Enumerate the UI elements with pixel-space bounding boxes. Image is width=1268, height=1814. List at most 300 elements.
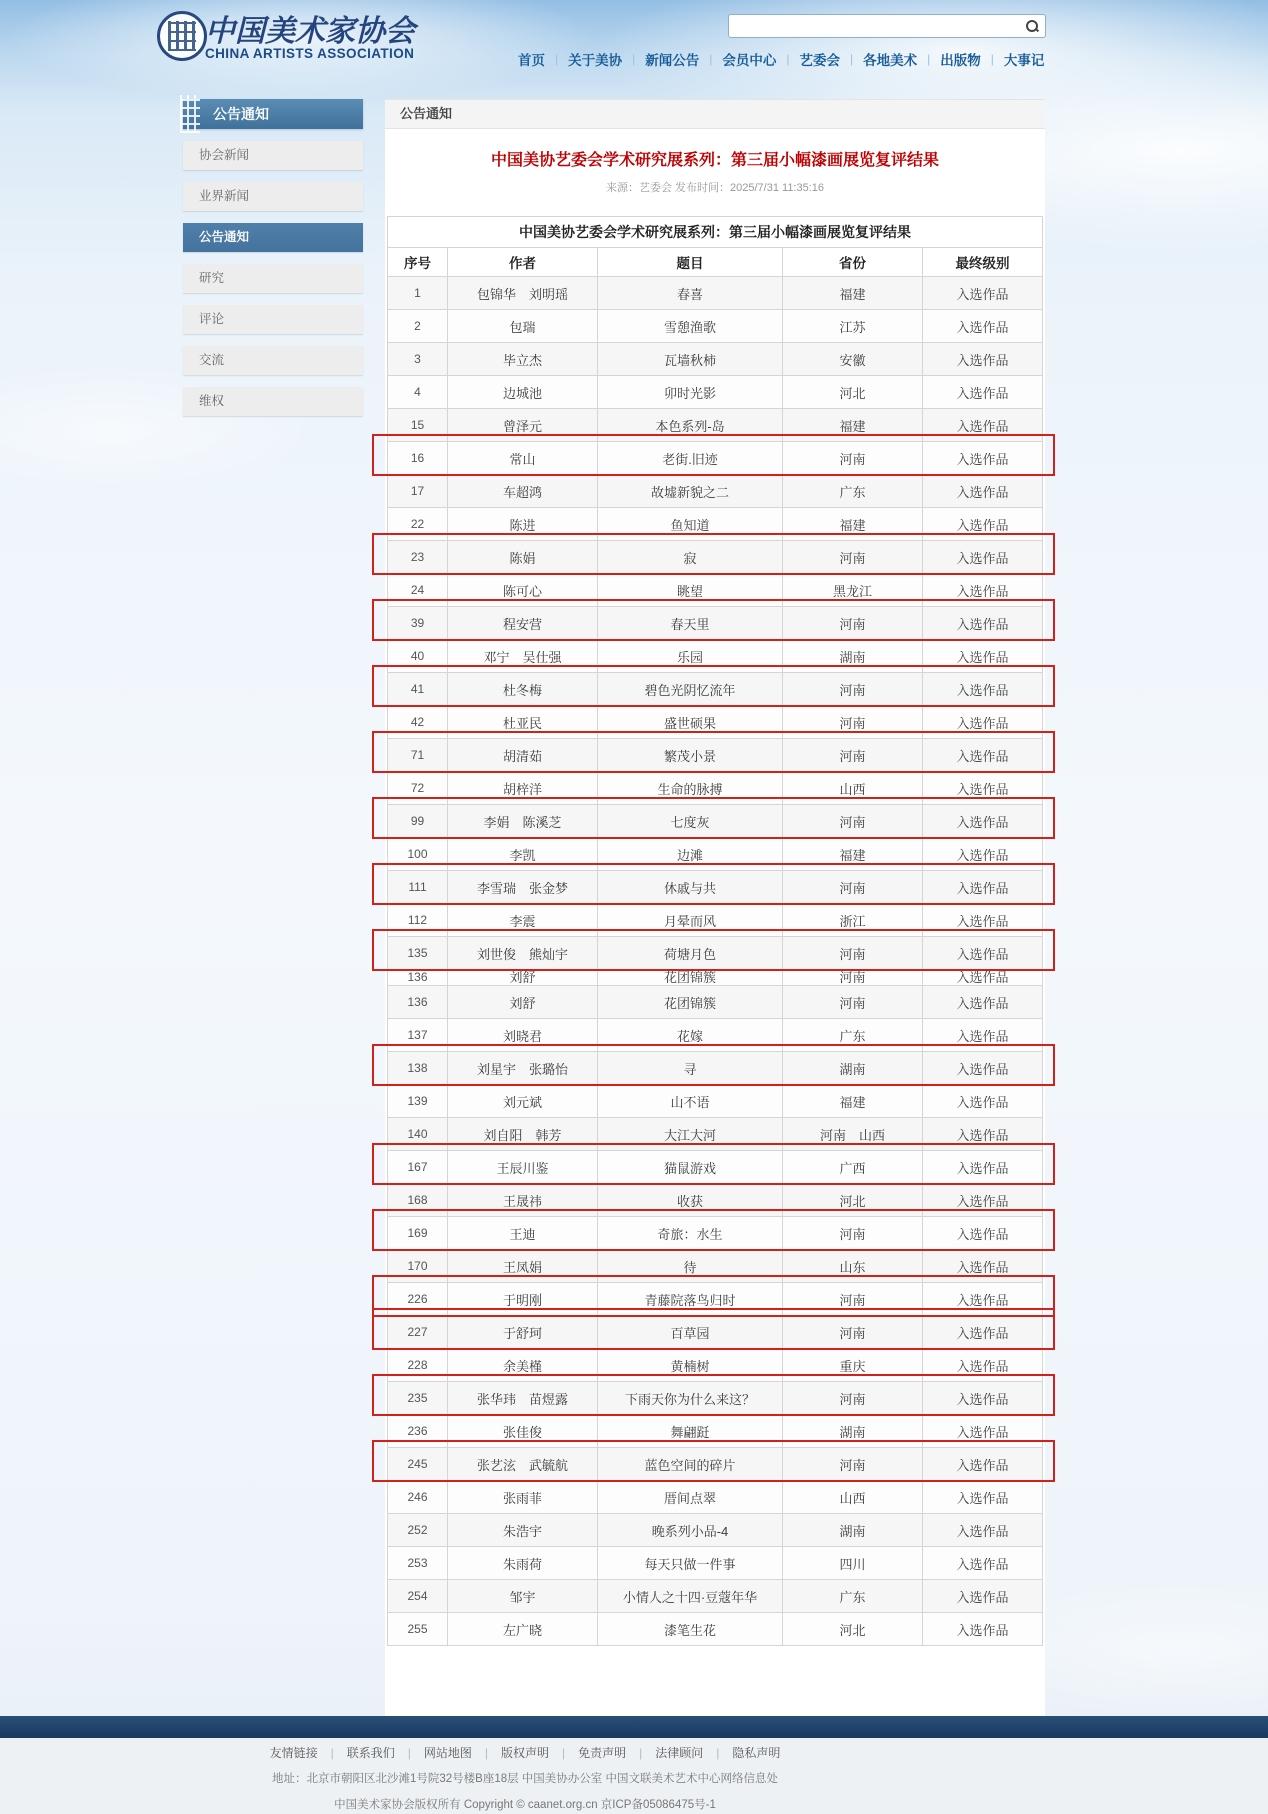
cell-province: 湖南 [783, 640, 923, 673]
cell-title: 收获 [598, 1184, 783, 1217]
sidebar-title: 公告通知 [213, 106, 269, 122]
table-title-row [388, 217, 1043, 248]
sidebar-item-1[interactable]: 业界新闻 [183, 182, 363, 211]
cell-title: 边滩 [598, 838, 783, 871]
table-row [388, 1217, 1043, 1250]
cell-province: 山西 [783, 1481, 923, 1514]
table-row [388, 1052, 1043, 1085]
cell-level: 入选作品 [923, 310, 1043, 343]
cell-num: 42 [388, 706, 448, 739]
cell-num: 40 [388, 640, 448, 673]
cell-author: 朱浩宇 [448, 1514, 598, 1547]
table-row [388, 1085, 1043, 1118]
cell-author: 胡梓洋 [448, 772, 598, 805]
nav-item-2[interactable]: 新闻公告 [645, 53, 700, 68]
table-row [388, 1151, 1043, 1184]
column-header: 作者 [448, 248, 598, 277]
footer-separator: | [484, 1746, 488, 1760]
results-table [387, 216, 1043, 1646]
cell-province: 广东 [783, 1580, 923, 1613]
search-input[interactable] [733, 15, 1017, 37]
cell-province: 福建 [783, 277, 923, 310]
cell-author: 陈娟 [448, 541, 598, 574]
cell-level: 入选作品 [923, 1283, 1043, 1316]
footer-link-6[interactable]: 隐私声明 [732, 1746, 781, 1760]
cell-num: 24 [388, 574, 448, 607]
footer-link-5[interactable]: 法律顾问 [655, 1746, 704, 1760]
table-row [388, 1514, 1043, 1547]
cell-author: 刘自阳 韩芳 [448, 1118, 598, 1151]
cell-author: 边城池 [448, 376, 598, 409]
footer-separator: | [330, 1746, 334, 1760]
cell-province: 河南 [783, 1448, 923, 1481]
cell-author: 朱雨荷 [448, 1547, 598, 1580]
cell-province: 浙江 [783, 904, 923, 937]
footer-separator: | [562, 1746, 566, 1760]
cell-title: 漆笔生花 [598, 1613, 783, 1646]
cell-title: 花团锦簇 [598, 970, 783, 986]
cell-province: 广东 [783, 475, 923, 508]
cell-province: 河南 [783, 1382, 923, 1415]
cell-author: 陈进 [448, 508, 598, 541]
cell-level: 入选作品 [923, 937, 1043, 970]
table-row [388, 772, 1043, 805]
cell-author: 于舒珂 [448, 1316, 598, 1349]
cell-title: 碧色光阴忆流年 [598, 673, 783, 706]
cell-author: 李凯 [448, 838, 598, 871]
cell-num: 252 [388, 1514, 448, 1547]
cell-author: 刘舒 [448, 970, 598, 986]
cell-level: 入选作品 [923, 1613, 1043, 1646]
cell-province: 河南 [783, 739, 923, 772]
cell-level: 入选作品 [923, 805, 1043, 838]
cell-level: 入选作品 [923, 1250, 1043, 1283]
cell-level: 入选作品 [923, 838, 1043, 871]
cell-title: 百草园 [598, 1316, 783, 1349]
cell-province: 山东 [783, 1250, 923, 1283]
cell-title: 花嫁 [598, 1019, 783, 1052]
cell-level: 入选作品 [923, 1580, 1043, 1613]
cell-title: 荷塘月色 [598, 937, 783, 970]
sidebar-item-0[interactable]: 协会新闻 [183, 141, 363, 170]
cell-title: 蓝色空间的碎片 [598, 1448, 783, 1481]
cell-province: 河南 [783, 1217, 923, 1250]
cell-title: 晚系列小品-4 [598, 1514, 783, 1547]
cell-title: 春天里 [598, 607, 783, 640]
cell-title: 七度灰 [598, 805, 783, 838]
sidebar-item-4[interactable]: 评论 [183, 305, 363, 334]
cell-title: 休戚与共 [598, 871, 783, 904]
cell-num: 246 [388, 1481, 448, 1514]
cell-level: 入选作品 [923, 277, 1043, 310]
table-row [388, 970, 1043, 986]
nav-separator: | [632, 52, 636, 66]
nav-item-5[interactable]: 各地美术 [863, 53, 918, 68]
cell-title: 鱼知道 [598, 508, 783, 541]
cell-province: 河南 [783, 706, 923, 739]
cell-province: 福建 [783, 409, 923, 442]
cell-num: 15 [388, 409, 448, 442]
table-row [388, 640, 1043, 673]
cell-author: 胡清茹 [448, 739, 598, 772]
footer-link-0[interactable]: 友情链接 [269, 1746, 318, 1760]
cell-author: 王迪 [448, 1217, 598, 1250]
cell-num: 168 [388, 1184, 448, 1217]
cell-author: 李娟 陈溪芝 [448, 805, 598, 838]
table-row [388, 706, 1043, 739]
table-row [388, 1250, 1043, 1283]
nav-item-1[interactable]: 关于美协 [568, 53, 623, 68]
search-icon[interactable] [1025, 19, 1039, 33]
column-header: 省份 [783, 248, 923, 277]
sidebar-item-2[interactable]: 公告通知 [183, 223, 363, 252]
cell-level: 入选作品 [923, 475, 1043, 508]
footer-address: 地址：北京市朝阳区北沙滩1号院32号楼B座18层 中国美协办公室 中国文联美术艺术中心网络信息处 [271, 1773, 779, 1785]
table-row [388, 673, 1043, 706]
cell-province: 广西 [783, 1151, 923, 1184]
cell-level: 入选作品 [923, 1184, 1043, 1217]
cell-title: 猫鼠游戏 [598, 1151, 783, 1184]
cell-province: 河南 [783, 986, 923, 1019]
nav-separator: | [990, 52, 994, 66]
cell-province: 河南 [783, 1316, 923, 1349]
cell-author: 包瑞 [448, 310, 598, 343]
logo-chinese-title: 中国美术家协会 [205, 14, 415, 49]
table-row [388, 508, 1043, 541]
cell-author: 毕立杰 [448, 343, 598, 376]
cell-province: 河南 [783, 937, 923, 970]
cell-num: 99 [388, 805, 448, 838]
cell-title: 厝间点翠 [598, 1481, 783, 1514]
cell-author: 刘元斌 [448, 1085, 598, 1118]
cell-author: 邹宇 [448, 1580, 598, 1613]
cell-author: 程安营 [448, 607, 598, 640]
cell-title: 寻 [598, 1052, 783, 1085]
cell-num: 140 [388, 1118, 448, 1151]
cell-author: 王辰川鉴 [448, 1151, 598, 1184]
top-banner [0, 0, 1268, 78]
cell-level: 入选作品 [923, 1514, 1043, 1547]
cell-num: 169 [388, 1217, 448, 1250]
nav-item-4[interactable]: 艺委会 [799, 53, 840, 68]
cell-province: 福建 [783, 508, 923, 541]
cell-title: 小情人之十四·豆蔻年华 [598, 1580, 783, 1613]
cell-level: 入选作品 [923, 871, 1043, 904]
table-row [388, 1184, 1043, 1217]
cell-num: 228 [388, 1349, 448, 1382]
cell-num: 112 [388, 904, 448, 937]
cell-num: 139 [388, 1085, 448, 1118]
cell-author: 于明刚 [448, 1283, 598, 1316]
cell-author: 邓宁 吴仕强 [448, 640, 598, 673]
cell-province: 河南 [783, 607, 923, 640]
table-row [388, 1481, 1043, 1514]
cell-author: 车超鸿 [448, 475, 598, 508]
table-title: 中国美协艺委会学术研究展系列：第三届小幅漆画展览复评结果 [388, 217, 1043, 248]
column-header: 序号 [388, 248, 448, 277]
cell-num: 136 [388, 986, 448, 1019]
cell-province: 黑龙江 [783, 574, 923, 607]
nav-separator: | [850, 52, 854, 66]
cell-title: 生命的脉搏 [598, 772, 783, 805]
main-panel [385, 99, 1045, 1716]
nav-separator: | [709, 52, 713, 66]
nav-separator: | [786, 52, 790, 66]
table-row [388, 805, 1043, 838]
cell-title: 每天只做一件事 [598, 1547, 783, 1580]
cell-author: 李震 [448, 904, 598, 937]
cell-province: 河北 [783, 376, 923, 409]
cell-num: 41 [388, 673, 448, 706]
cell-num: 255 [388, 1613, 448, 1646]
table-row [388, 1316, 1043, 1349]
sidebar-item-6[interactable]: 维权 [183, 387, 363, 416]
cell-title: 盛世硕果 [598, 706, 783, 739]
table-row [388, 607, 1043, 640]
cell-title: 故墟新貌之二 [598, 475, 783, 508]
cell-level: 入选作品 [923, 574, 1043, 607]
cell-title: 春喜 [598, 277, 783, 310]
cell-author: 张艺泫 武毓航 [448, 1448, 598, 1481]
footer-link-3[interactable]: 版权声明 [500, 1746, 549, 1760]
article-source-line: 来源：艺委会 发布时间：2025/7/31 11:35:16 [605, 182, 825, 194]
cell-num: 72 [388, 772, 448, 805]
footer-link-1[interactable]: 联系我们 [346, 1746, 395, 1760]
table-row [388, 1118, 1043, 1151]
cell-num: 16 [388, 442, 448, 475]
footer [0, 1738, 1268, 1814]
sidebar-item-3[interactable]: 研究 [183, 264, 363, 293]
cell-province: 广东 [783, 1019, 923, 1052]
cell-title: 奇旅：水生 [598, 1217, 783, 1250]
cell-title: 待 [598, 1250, 783, 1283]
cell-level: 入选作品 [923, 1448, 1043, 1481]
cell-author: 张雨菲 [448, 1481, 598, 1514]
cell-num: 138 [388, 1052, 448, 1085]
table-row [388, 1415, 1043, 1448]
cell-level: 入选作品 [923, 772, 1043, 805]
cell-title: 老街.旧迹 [598, 442, 783, 475]
cell-author: 曾泽元 [448, 409, 598, 442]
cell-title: 繁茂小景 [598, 739, 783, 772]
cell-level: 入选作品 [923, 970, 1043, 986]
cell-level: 入选作品 [923, 1151, 1043, 1184]
table-row [388, 475, 1043, 508]
table-row [388, 376, 1043, 409]
cell-author: 王凤娟 [448, 1250, 598, 1283]
cell-num: 23 [388, 541, 448, 574]
cell-level: 入选作品 [923, 706, 1043, 739]
cell-title: 乐园 [598, 640, 783, 673]
cell-title: 青藤院落鸟归时 [598, 1283, 783, 1316]
lattice-ornament-icon [180, 95, 200, 133]
breadcrumb-bar [385, 99, 1045, 129]
cell-title: 月晕而风 [598, 904, 783, 937]
table-row [388, 1448, 1043, 1481]
table-row [388, 1613, 1043, 1646]
cell-province: 福建 [783, 838, 923, 871]
cell-level: 入选作品 [923, 508, 1043, 541]
cell-level: 入选作品 [923, 1118, 1043, 1151]
cell-level: 入选作品 [923, 442, 1043, 475]
main-nav [518, 49, 1044, 69]
cell-province: 河北 [783, 1613, 923, 1646]
cell-num: 137 [388, 1019, 448, 1052]
table-row [388, 1283, 1043, 1316]
cell-province: 重庆 [783, 1349, 923, 1382]
cell-author: 余美槿 [448, 1349, 598, 1382]
cell-level: 入选作品 [923, 409, 1043, 442]
cell-num: 100 [388, 838, 448, 871]
nav-item-6[interactable]: 出版物 [940, 53, 981, 68]
cell-level: 入选作品 [923, 739, 1043, 772]
footer-divider-band [0, 1716, 1268, 1738]
cell-num: 167 [388, 1151, 448, 1184]
cell-num: 135 [388, 937, 448, 970]
cell-province: 江苏 [783, 310, 923, 343]
cell-province: 河南 [783, 541, 923, 574]
cell-title: 花团锦簇 [598, 986, 783, 1019]
cell-author: 左广晓 [448, 1613, 598, 1646]
cell-province: 安徽 [783, 343, 923, 376]
cell-num: 253 [388, 1547, 448, 1580]
cell-level: 入选作品 [923, 904, 1043, 937]
cell-level: 入选作品 [923, 1547, 1043, 1580]
footer-separator: | [639, 1746, 643, 1760]
cell-province: 河南 山西 [783, 1118, 923, 1151]
cell-title: 卯时光影 [598, 376, 783, 409]
cell-num: 22 [388, 508, 448, 541]
cell-level: 入选作品 [923, 343, 1043, 376]
cell-num: 3 [388, 343, 448, 376]
sidebar-item-5[interactable]: 交流 [183, 346, 363, 375]
caa-seal-logo-icon [157, 11, 207, 61]
cell-author: 张佳俊 [448, 1415, 598, 1448]
cell-province: 湖南 [783, 1514, 923, 1547]
cell-num: 17 [388, 475, 448, 508]
cell-level: 入选作品 [923, 1415, 1043, 1448]
cell-author: 包锦华 刘明瑶 [448, 277, 598, 310]
cell-author: 刘晓君 [448, 1019, 598, 1052]
cell-num: 245 [388, 1448, 448, 1481]
footer-copyright: 中国美术家协会版权所有 Copyright © caanet.org.cn 京ICP备05086475号-1 [334, 1799, 716, 1811]
cell-num: 227 [388, 1316, 448, 1349]
cell-author: 张华玮 苗煜露 [448, 1382, 598, 1415]
cell-title: 寂 [598, 541, 783, 574]
nav-separator: | [555, 52, 559, 66]
table-row [388, 1382, 1043, 1415]
table-row [388, 310, 1043, 343]
cell-level: 入选作品 [923, 640, 1043, 673]
cell-author: 刘世俊 熊灿宇 [448, 937, 598, 970]
cell-author: 陈可心 [448, 574, 598, 607]
table-row [388, 871, 1043, 904]
cell-author: 王晟祎 [448, 1184, 598, 1217]
cell-level: 入选作品 [923, 541, 1043, 574]
cell-num: 235 [388, 1382, 448, 1415]
cell-province: 河南 [783, 805, 923, 838]
nav-item-0[interactable]: 首页 [518, 53, 545, 68]
cell-num: 111 [388, 871, 448, 904]
table-row [388, 277, 1043, 310]
nav-item-7[interactable]: 大事记 [1003, 53, 1045, 68]
table-row [388, 442, 1043, 475]
sidebar-header [183, 99, 363, 129]
table-header-row [388, 248, 1043, 277]
table-row [388, 1349, 1043, 1382]
table-row [388, 986, 1043, 1019]
cell-province: 河北 [783, 1184, 923, 1217]
cell-author: 李雪瑞 张金梦 [448, 871, 598, 904]
breadcrumb-label: 公告通知 [400, 106, 453, 121]
cell-num: 4 [388, 376, 448, 409]
cell-province: 福建 [783, 1085, 923, 1118]
table-row [388, 541, 1043, 574]
column-header: 题目 [598, 248, 783, 277]
cell-province: 河南 [783, 970, 923, 986]
cell-title: 本色系列-岛 [598, 409, 783, 442]
cell-province: 河南 [783, 442, 923, 475]
table-row [388, 838, 1043, 871]
cell-author: 杜亚民 [448, 706, 598, 739]
cell-author: 刘星宇 张璐怡 [448, 1052, 598, 1085]
logo-english-title: CHINA ARTISTS ASSOCIATION [205, 46, 415, 61]
cell-title: 下雨天你为什么来这？ [598, 1382, 783, 1415]
cell-num: 39 [388, 607, 448, 640]
cell-province: 湖南 [783, 1415, 923, 1448]
cell-province: 山西 [783, 772, 923, 805]
table-row [388, 1019, 1043, 1052]
sidebar-items [183, 141, 363, 416]
table-row [388, 574, 1043, 607]
footer-link-4[interactable]: 免责声明 [578, 1746, 627, 1760]
cell-province: 湖南 [783, 1052, 923, 1085]
cell-level: 入选作品 [923, 1481, 1043, 1514]
cell-level: 入选作品 [923, 1349, 1043, 1382]
table-row [388, 1547, 1043, 1580]
footer-separator: | [407, 1746, 411, 1760]
cell-author: 常山 [448, 442, 598, 475]
cell-num: 71 [388, 739, 448, 772]
table-row [388, 904, 1043, 937]
footer-links [0, 1744, 1050, 1761]
cell-level: 入选作品 [923, 673, 1043, 706]
table-row [388, 343, 1043, 376]
cell-level: 入选作品 [923, 1382, 1043, 1415]
cell-num: 2 [388, 310, 448, 343]
search-box [728, 14, 1046, 38]
cell-title: 大江大河 [598, 1118, 783, 1151]
article-title: 中国美协艺委会学术研究展系列：第三届小幅漆画展览复评结果 [490, 152, 939, 169]
cell-title: 瓦墙秋柿 [598, 343, 783, 376]
footer-separator: | [716, 1746, 720, 1760]
cell-province: 河南 [783, 1283, 923, 1316]
column-header: 最终级别 [923, 248, 1043, 277]
cell-num: 236 [388, 1415, 448, 1448]
cell-title: 舞翩跹 [598, 1415, 783, 1448]
footer-link-2[interactable]: 网站地图 [423, 1746, 472, 1760]
cell-title: 雪憩渔歌 [598, 310, 783, 343]
cell-num: 226 [388, 1283, 448, 1316]
results-table-wrap [387, 216, 1042, 1646]
nav-item-3[interactable]: 会员中心 [722, 53, 777, 68]
cell-num: 170 [388, 1250, 448, 1283]
cell-level: 入选作品 [923, 376, 1043, 409]
cell-level: 入选作品 [923, 986, 1043, 1019]
cell-province: 河南 [783, 673, 923, 706]
table-row [388, 409, 1043, 442]
cell-author: 刘舒 [448, 986, 598, 1019]
